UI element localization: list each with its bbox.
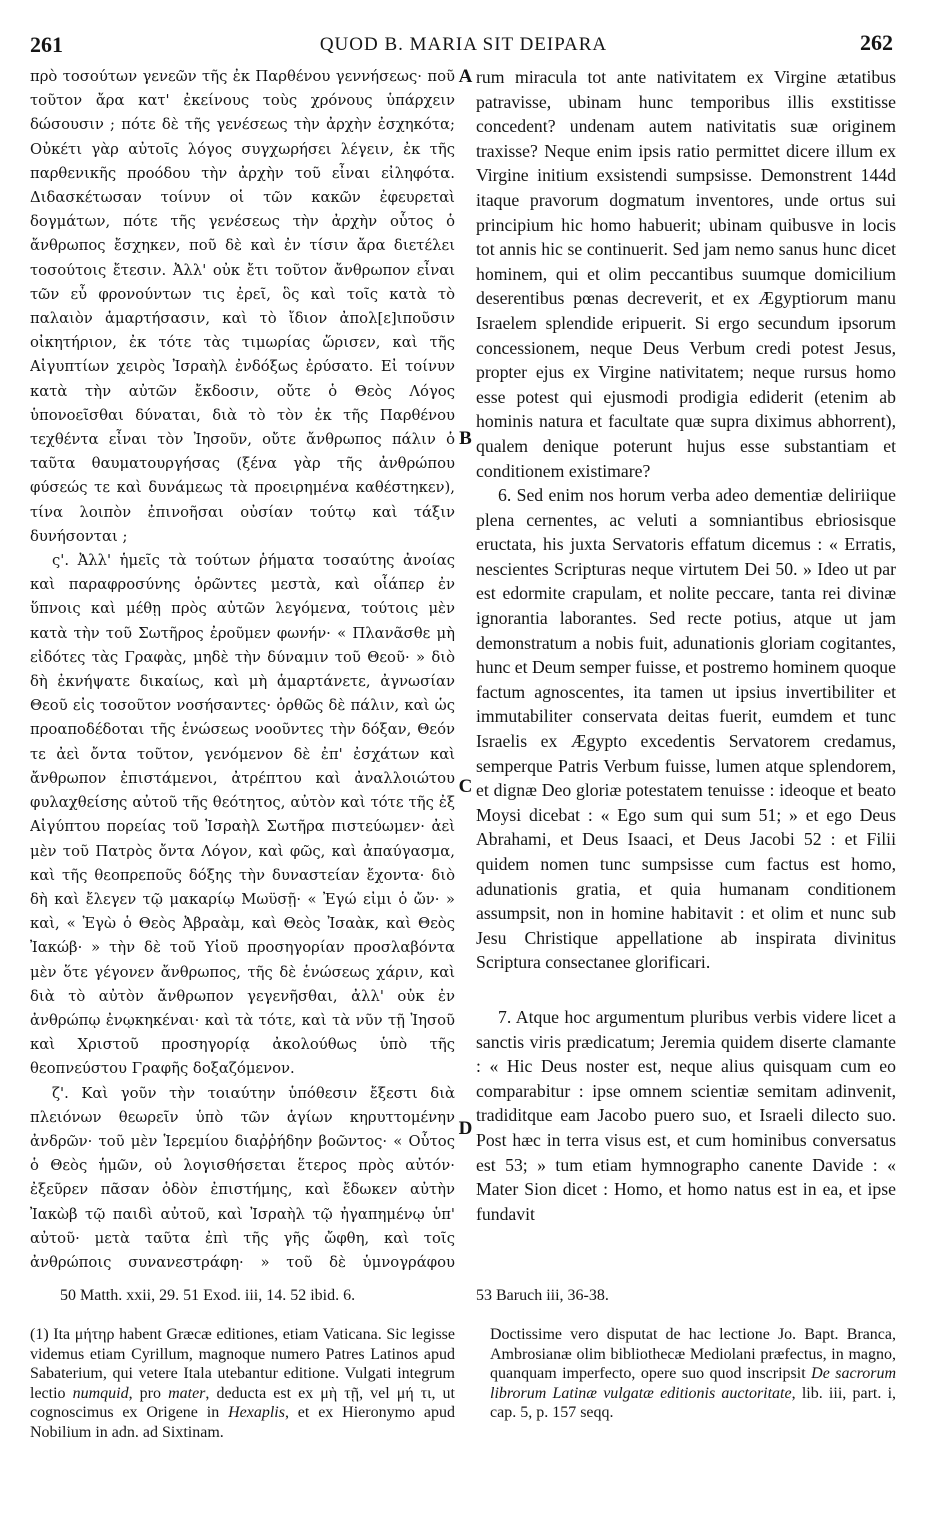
footnote-text: , deducta est ex μὴ τῇ, vel μή τι, ut cognoscimus ex Origene in xyxy=(30,1384,455,1421)
footnote-italic: mater xyxy=(168,1384,206,1402)
page-number-left: 261 xyxy=(30,32,63,57)
margin-marker-b: B xyxy=(459,428,472,449)
latin-paragraph: 7. Atque hoc argumentum pluribus verbis videre licet a sanctis viris prædicatum; Jeremia quidem diserte clamante : « Hic Deus noster est, neque alius quisquam cum eo comparabitur : ipse omnem scientiæ semitam adinvenit, tradiditque eam Jacobo puero suo, et Israeli dilecto suo. Post hæc in terra visus est, et cum hominibus conversatus est 53; » tum etiam hymnographo canente Davide : « Mater Sion dicet : Homo, et homo natus est in ea, et ipse fundavit xyxy=(476,1006,896,1224)
footnote-italic: De sacrorum librorum Latinæ vulgatæ editionis auctoritate xyxy=(490,1365,896,1402)
margin-marker-d: D xyxy=(458,1118,473,1139)
greek-text-column xyxy=(30,65,455,1275)
footnote-italic: numquid xyxy=(72,1384,129,1402)
latin-paragraph: rum miracula tot ante nativitatem ex Virgine ætatibus patravisse, ubinam hunc temporibus illis exstitisse concedent? undenam autem nativitatis suæ originem traxisse? Neque enim ipsis ratio permittet dicere illum ex Virgine initium exsistendi sumpsisse. Demonstrent 144d itaque pravorum dogmatum inventores, unde ortus sui principium hic homo habuerit; ubinam quibusve in locis tot annis hic se continuerit. Sed jam nemo sanus hunc dicet hominem, qui et olim peccantibus suumque domicilium deserentibus pœnas decreverit, et ex Ægyptiorum manu Israelem splendide eripuerit. Si ergo secundum ipsorum concessionem, neque Deus Verbum credi potest Jesus, propter ejus ex Virgine nativitatem; neque rursus homo esse potest qui ejusmodi prodigia ediderit (etenim ab hominis natura et facultate quæ supra diximus abhorrent), qualem denique poterunt hujus esse substantiam et conditionem existimare? xyxy=(476,67,896,481)
footnote-text: , et ex Hieronymo apud Nobilium in adn. ad Sixtinam. xyxy=(30,1404,455,1441)
footnote-italic: Hexaplis xyxy=(228,1404,285,1421)
page-number-right: 262 xyxy=(860,30,893,55)
greek-paragraph: πρὸ τοσούτων γενεῶν τῆς ἐκ Παρθένου γεννήσεως· ποῦ τοῦτον ἄρα κατ' ἐκείνους τοὺς χρόνους ὑπάρχειν δώσουσιν ; πότε δὲ τῆς γενέσεως τὴν ἀρχὴν ἐσχηκότα; Οὐκέτι γὰρ αὐτοῖς λόγος συγχωρήσει λέγειν, ἐκ τῆς παρθενικῆς προόδου τὴν ἀρχὴν τοῦ εἶναι εἰληφότα. Διδασκέτωσαν τοίνυν οἱ τῶν κακῶν ἐφευρεταὶ δογμάτων, πότε τῆς γενέσεως τὴν ἀρχὴν οὗτος ὁ ἄνθρωπος ἔσχηκεν, ποῦ δὲ καὶ ἐν τίσιν ἄρα διετέλει τοσούτοις ἔτεσιν. Ἀλλ' οὐκ ἔτι τοῦτον ἄνθρωπον εἶναι τῶν εὖ φρονούντων τις ἐρεῖ, ὃς καὶ τοῖς κατὰ τὸ παλαιὸν ἁμαρτήσασιν, καὶ τὸ ἴδιον ἀπολ[ε]ιποῦσιν οἰκητήριον, ἐκ τότε τὰς τιμωρίας ὥρισεν, καὶ τῆς Αἰγυπτίων χειρὸς Ἰσραὴλ ἐνδόξως ἐρύσατο. Εἰ τοίνυν κατὰ τὴν αὐτῶν ἔκδοσιν, οὔτε ὁ Θεὸς Λόγος ὑπονοεῖσθαι δύναται, διὰ τὸ τὸν ἐκ τῆς Παρθένου τεχθέντα εἶναι τὸν Ἰησοῦν, οὔτε ἄνθρωπος πάλιν ὁ ταῦτα θαυματουργήσας (ξένα γὰρ τῆς ἀνθρώπου φύσεώς τε καὶ δυνάμεως τὰ προειρημένα καθέστηκεν), τίνα λοιπὸν ἐπινοῆσαι οὐσίαν τούτῳ καὶ τάξιν δυνήσονται ; xyxy=(30,68,455,545)
footnote-text: Doctissime vero disputat de hac lectione Jo. Bapt. Branca, Ambrosianæ olim bibliothecæ Mediolani præfectus, in magno, quanquam imperfecto, opere suo quod inscripsit xyxy=(490,1326,896,1382)
greek-paragraph: ζ'. Καὶ γοῦν τὴν τοιαύτην ὑπόθεσιν ἔξεστι διὰ πλειόνων θεωρεῖν ὑπὸ τῶν ἁγίων κηρυττομένην ἀνδρῶν· τοῦ μὲν Ἱερεμίου διαῤῥήδην βοῶντος· « Οὗτος ὁ Θεὸς ἡμῶν, οὐ λογισθήσεται ἕτερος πρὸς αὐτόν· ἐξεῦρεν πᾶσαν ὁδὸν ἐπιστήμης, καὶ ἔδωκεν αὐτὴν Ἰακὼβ τῷ παιδὶ αὐτοῦ, καὶ Ἰσραὴλ τῷ ἠγαπημένῳ ὑπ' αὐτοῦ· μετὰ ταῦτα ἐπὶ τῆς γῆς ὤφθη, καὶ τοῖς ἀνθρώποις συνανεστράφη· » τοῦ δὲ ὑμνογράφου xyxy=(30,1084,455,1271)
footnote-text: , lib. iii, part. i, cap. 5, p. 157 seqq. xyxy=(490,1384,897,1421)
scripture-notes-right: 53 Baruch iii, 36-38. xyxy=(476,1287,609,1304)
running-title: QUOD B. MARIA SIT DEIPARA xyxy=(319,34,608,55)
margin-marker-a: A xyxy=(458,66,473,87)
margin-marker-c: C xyxy=(458,776,473,797)
footnote-text: (1) Ita μήτηρ habent Græcæ editiones, etiam Vaticana. Sic legisse videmus etiam Cyrillum, magnoque numero Patres Latinos apud Sabaterium, qui vetere Itala utebantur editione. Vulgati integrum lectio xyxy=(30,1326,455,1402)
latin-paragraph: 6. Sed enim nos horum verba adeo dementiæ deliriique plena cernentes, ac veluti a somniantibus ebriosisque eructata, his juxta Servatoris effatum dicemus : « Erratis, nescientes Scripturas neque virtutem Dei 50. » Ideo ut par est edormite crapulam, et nolite peccare, tanta rei divinæ ignorantia laborantes. Sed recte potius, atque ut jam demonstratum a nobis fuit, adunationis gloriam cogitantes, hunc et Deum semper fuisse, et postremo hominem quoque factum agnoscentes, ita tamen ut ipsius invertibiliter et immutabiliter conservata deitas fuerit, eumdem et tunc Israelis ex Ægypto excedentis Servatorem credamus, semperque Patris Verbum fuisse, lumen atque splendorem, et dignæ Deo gloriæ potestatem tenuisse : ideoque et beato Moysi dicebat : « Ego sum qui sum 51; » et ego Deus Abrahami, et Deus Isaaci, et Deus Jacobi 52 : et Filii quidem nomen tunc sumpsisse cum factus est homo, adunationis gratia, et quia humanam conditionem assumpsit, non in homine habitavit : et olim et nunc sub Jesu Christique appellatione ab inspirata divinitus Scriptura consectanee glorificari. xyxy=(476,485,896,973)
scripture-notes-left: 50 Matth. xxii, 29. 51 Exod. iii, 14. 52 ibid. 6. xyxy=(60,1287,356,1304)
latin-text-column xyxy=(476,65,896,1275)
footnote-text: , pro xyxy=(128,1384,169,1402)
footnote-right xyxy=(490,1325,896,1423)
greek-paragraph: ς'. Ἀλλ' ἡμεῖς τὰ τούτων ῥήματα τοσαύτης ἀνοίας καὶ παραφροσύνης ὁρῶντες μεστὰ, καὶ οἷάπερ ἐν ὕπνοις καὶ μέθῃ πρὸς αὐτῶν λεγόμενα, τούτοις μὲν κατὰ τὴν τοῦ Σωτῆρος ἐροῦμεν φωνήν· « Πλανᾶσθε μὴ εἰδότες τὰς Γραφὰς, μηδὲ τὴν δύναμιν τοῦ Θεοῦ· » διὸ δὴ ἐκνήψατε δικαίως, καὶ μὴ ἁμαρτάνετε, ἀγνωσίαν Θεοῦ εἰς τοσοῦτον νοσήσαντες· ὀρθῶς δὲ πάλιν, καὶ ὡς προαποδέδοται τῆς ἑνώσεως νοοῦντες τὴν δόξαν, Θεόν τε ἀεὶ ὄντα τοῦτον, γενόμενον δὲ ἐπ' ἐσχάτων καὶ ἄνθρωπον ἐπιστάμενοι, ἀτρέπτου καὶ ἀναλλοιώτου φυλαχθείσης αὐτοῦ τῆς θεότητος, αὐτὸν καὶ τότε τῆς ἐξ Αἰγύπτου πορείας τοῦ Ἰσραὴλ Σωτῆρα πιστεύωμεν· ἀεὶ μὲν τοῦ Πατρὸς ὄντα Λόγον, καὶ φῶς, καὶ ἀπαύγασμα, καὶ τῆς θεοπρεποῦς δόξης τὴν δυναστείαν ἔχοντα· διὸ δὴ καὶ ἔλεγεν τῷ μακαρίῳ Μωϋσῇ· « Ἐγώ εἰμι ὁ ὤν· » καὶ, « Ἐγὼ ὁ Θεὸς Ἀβραὰμ, καὶ Θεὸς Ἰσαὰκ, καὶ Θεὸς Ἰακώβ· » τὴν δὲ τοῦ Υἱοῦ προσηγορίαν προσλαβόντα μὲν ὅτε γέγονεν ἄνθρωπος, τῆς δὲ ἑνώσεως χάριν, καὶ διὰ τὸ αὐτὸν ἄνθρωπον γεγενῆσθαι, ἀλλ' οὐκ ἐν ἀνθρώπῳ ἐνῳκηκέναι· καὶ τὰ τότε, καὶ τὰ νῦν τῇ Ἰησοῦ καὶ Χριστοῦ προσηγορίᾳ ἀκολούθως ὑπὸ τῆς θεοπνεύστου Γραφῆς δοξαζόμενον. xyxy=(30,552,455,1078)
footnote-left xyxy=(30,1325,455,1442)
